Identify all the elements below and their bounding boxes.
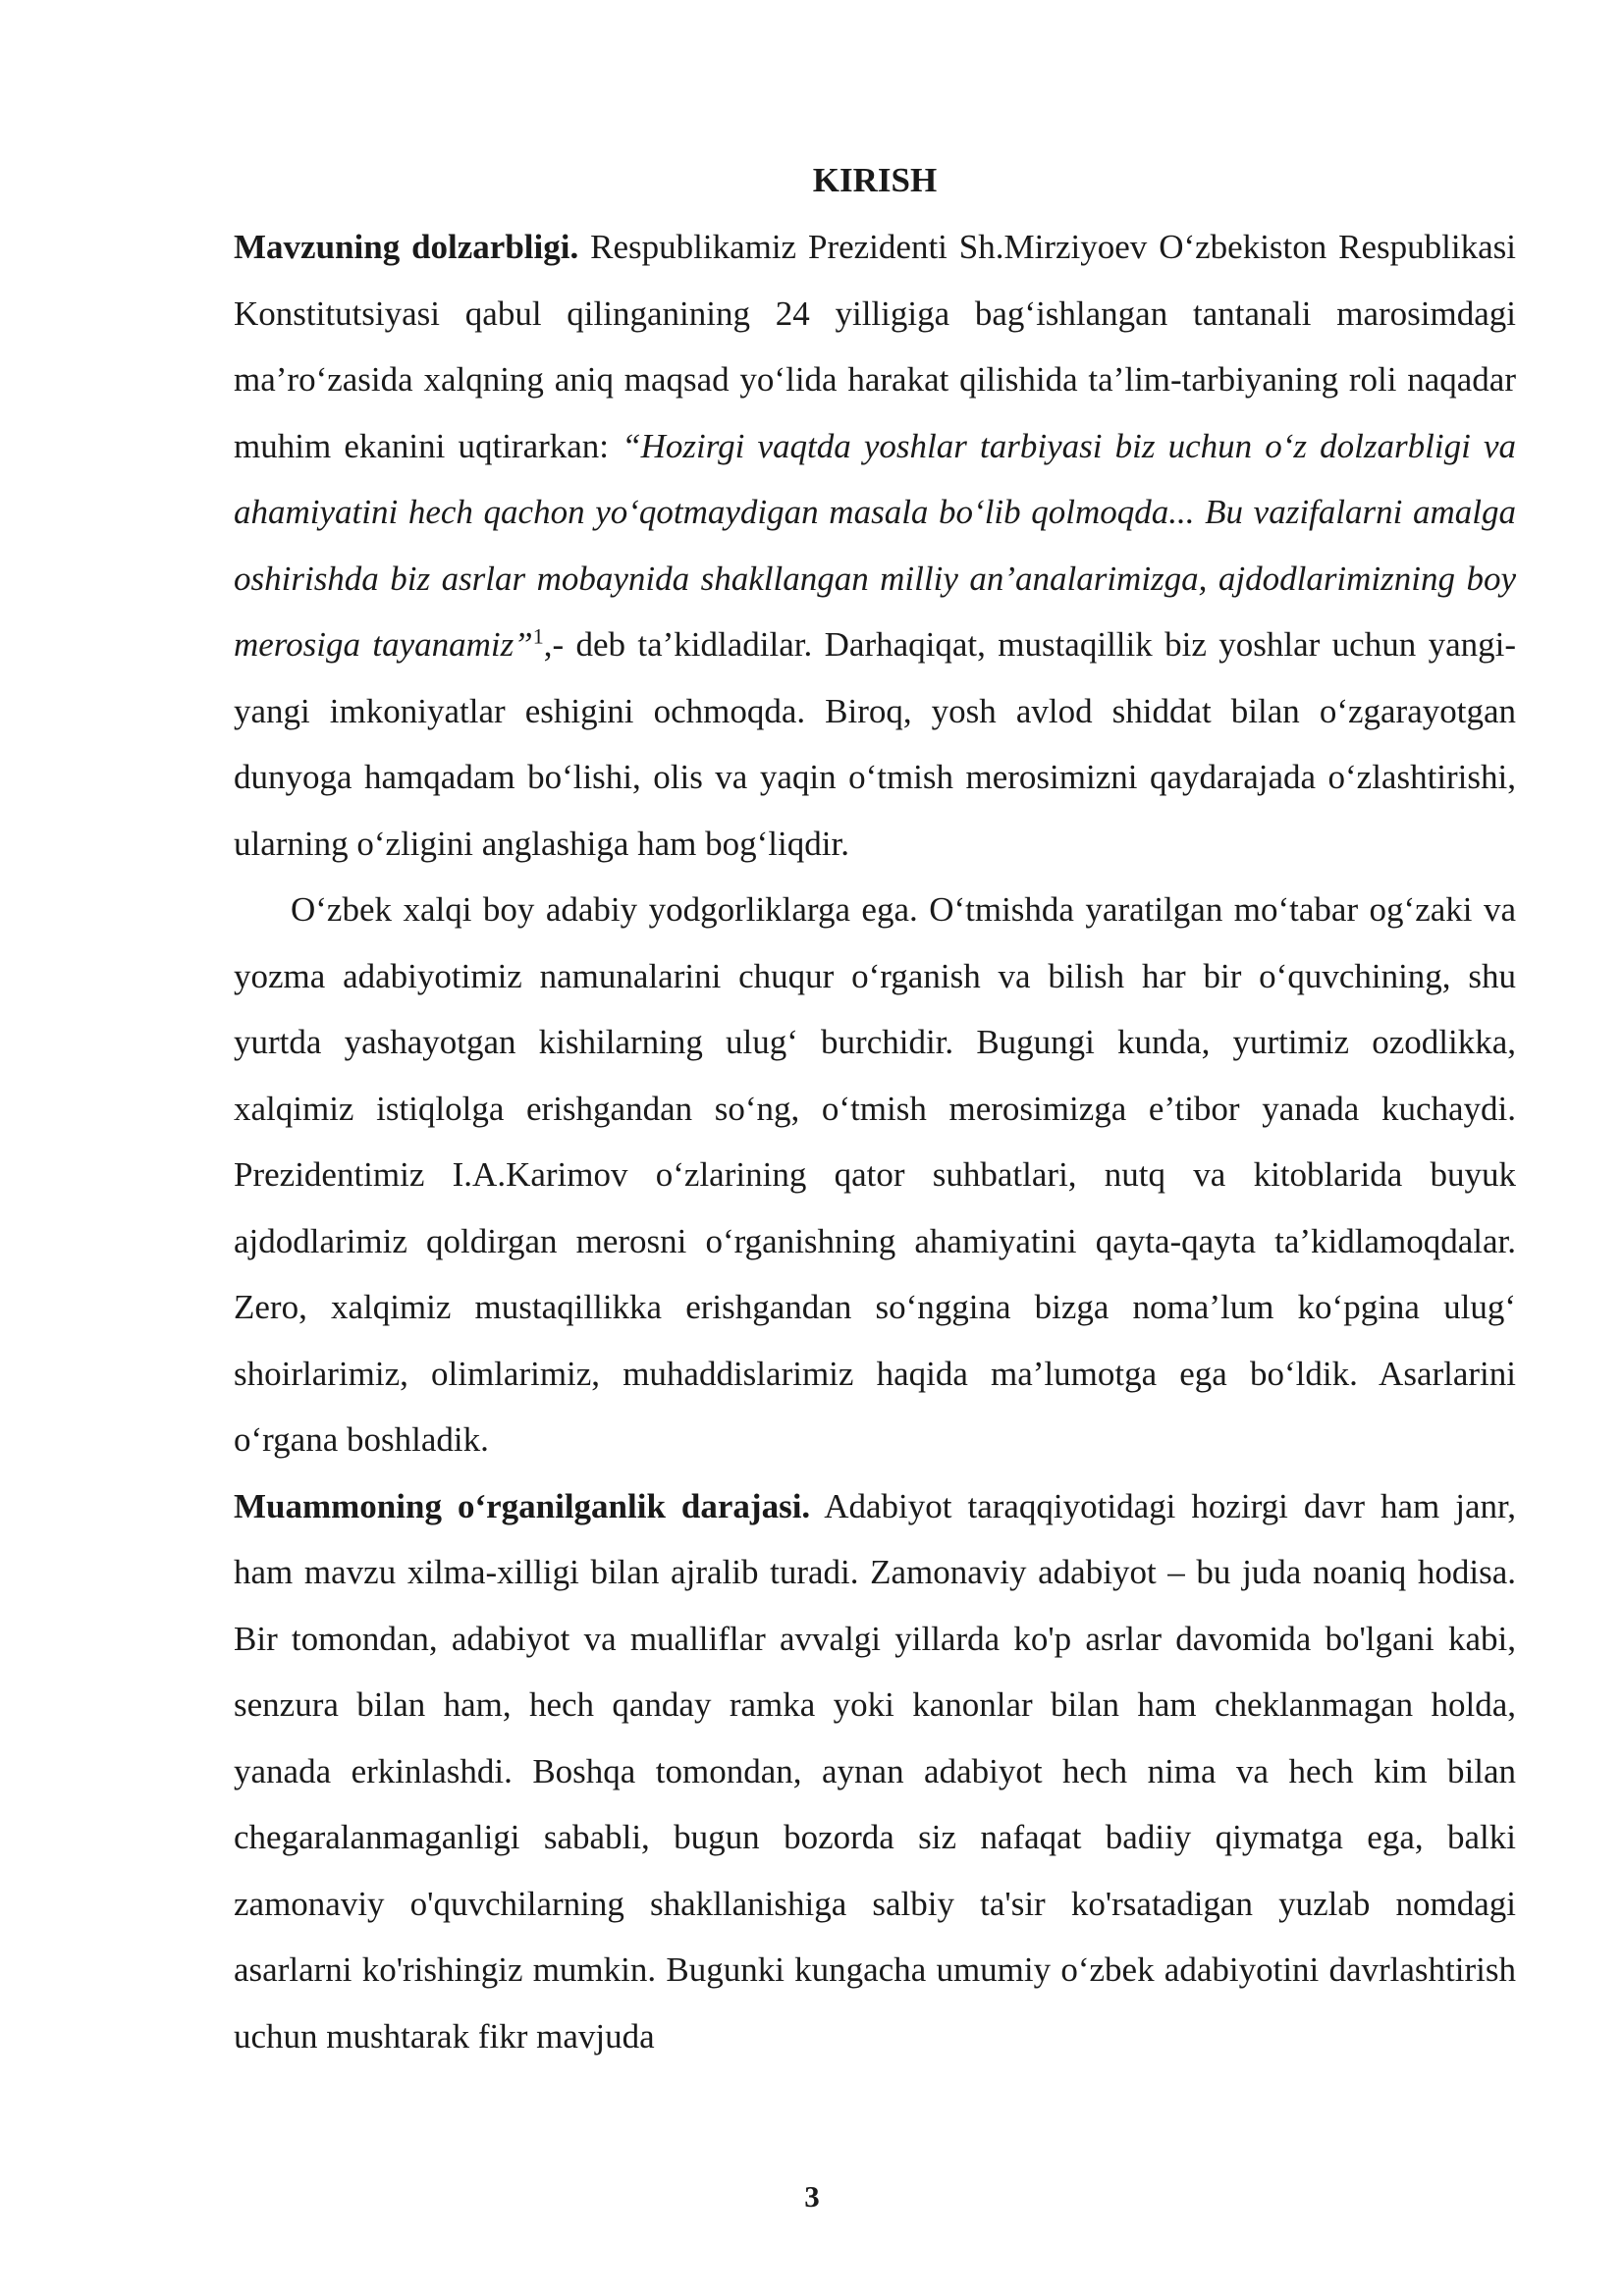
page-number: 3	[804, 2179, 820, 2214]
relevance-text-part2: ,- deb ta’kidladilar. Darhaqiqat, mustaqillik biz yoshlar uchun yangi-yangi imkoniyatlar eshigini ochmoqda. Biroq, yosh avlod shiddat bilan o‘zgarayotgan dunyoga hamqadam bo‘lishi, olis va yaqin o‘tmish merosimizni qaydarajada o‘zlashtirishi, ularning o‘zligini anglashiga ham bog‘liqdir.	[234, 625, 1516, 863]
section-heading: KIRISH	[812, 161, 938, 199]
footnote-marker[interactable]: 1	[532, 623, 544, 649]
paragraph-research-level	[234, 1473, 1516, 2070]
document-page	[234, 147, 1516, 2069]
research-level-text: Adabiyot taraqqiyotidagi hozirgi davr ham janr, ham mavzu xilma-xilligi bilan ajralib turadi. Zamonaviy adabiyot – bu juda noaniq hodisa. Bir tomondan, adabiyot va mualliflar avvalgi yillarda ko'p asrlar davomida bo'lgani kabi, senzura bilan ham, hech qanday ramka yoki kanonlar bilan ham cheklanmagan holda, yanada erkinlashdi. Boshqa tomondan, aynan adabiyot hech nima va hech kim bilan chegaralanmaganligi sababli, bugun bozorda siz nafaqat badiiy qiymatga ega, balki zamonaviy o'quvchilarning shakllanishiga salbiy ta'sir ko'rsatadigan yuzlab nomdagi asarlarni ko'rishingiz mumkin. Bugunki kungacha umumiy o‘zbek adabiyotini davrlashtirish uchun mushtarak fikr mavjuda	[234, 1486, 1516, 2056]
paragraph-relevance	[234, 214, 1516, 877]
relevance-lead: Mavzuning dolzarbligi.	[234, 228, 579, 266]
president-quote: “Hozirgi vaqtda yoshlar tarbiyasi biz uchun o‘z dolzarbligi va ahamiyatini hech qachon yo‘qotmaydigan masala bo‘lib qolmoqda... Bu vazifalarni amalga oshirishda biz asrlar mobaynida shakllangan milliy an’analarimizga, ajdodlarimizning boy merosiga tayanamiz”	[234, 426, 1517, 664]
paragraph-literary-heritage: O‘zbek xalqi boy adabiy yodgorliklarga ega. O‘tmishda yaratilgan mo‘tabar og‘zaki va yozma adabiyotimiz namunalarini chuqur o‘rganish va bilish har bir o‘quvchining, shu yurtda yashayotgan kishilarning ulug‘ burchidir. Bugungi kunda, yurtimiz ozodlikka, xalqimiz istiqlolga erishgandan so‘ng, o‘tmish merosimizga e’tibor yanada kuchaydi. Prezidentimiz I.A.Karimov o‘zlarining qator suhbatlari, nutq va kitoblarida buyuk ajdodlarimiz qoldirgan merosni o‘rganishning ahamiyatini qayta-qayta ta’kidlamoqdalar. Zero, xalqimiz mustaqillikka erishgandan so‘nggina bizga noma’lum ko‘pgina ulug‘ shoirlarimiz, olimlarimiz, muhaddislarimiz haqida ma’lumotga ega bo‘ldik. Asarlarini o‘rgana boshladik.	[234, 890, 1516, 1459]
research-level-lead: Muammoning o‘rganilganlik darajasi.	[234, 1486, 811, 1525]
relevance-text-part1: Respublikamiz Prezidenti Sh.Mirziyoev O‘zbekiston Respublikasi Konstitutsiyasi qabul qilinganining 24 yilligiga bag‘ishlangan tantanali marosimdagi ma’ro‘zasida xalqning aniq maqsad yo‘lida harakat qilishida ta’lim-tarbiyaning roli naqadar muhim ekanini uqtirarkan:	[234, 228, 1516, 465]
